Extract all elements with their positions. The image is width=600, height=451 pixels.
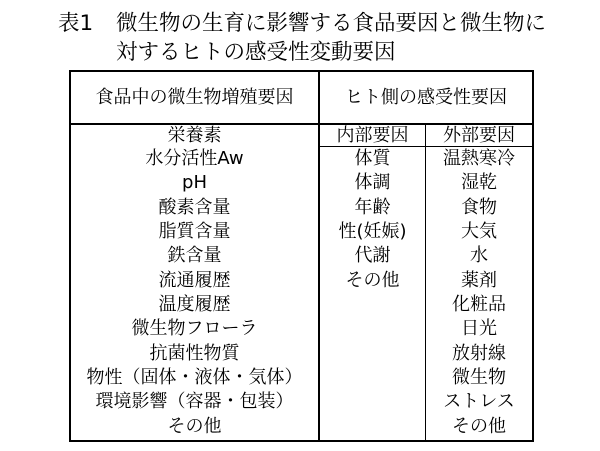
external-factor-item: その他 — [452, 416, 506, 437]
food-factor-item: 酸素含量 — [158, 197, 231, 218]
external-factor-item: 放射線 — [452, 343, 506, 364]
internal-factor-item: その他 — [345, 270, 400, 291]
external-factor-item: 薬剤 — [461, 270, 497, 291]
table-top-border — [69, 70, 534, 72]
internal-factor-item: 年齢 — [354, 197, 391, 218]
caption-text-1: 微生物の生育に影響する食品要因と微生物に — [116, 11, 547, 36]
external-factor-item: 湿乾 — [461, 172, 497, 193]
internal-factor-item: 代謝 — [354, 245, 391, 266]
subheader-external: 外部要因 — [443, 125, 515, 146]
food-factor-item: 環境影響（容器・包装） — [95, 391, 294, 412]
subheader-internal: 内部要因 — [336, 125, 409, 146]
external-factor-item: 微生物 — [452, 367, 506, 388]
internal-factor-item: 体質 — [354, 148, 391, 169]
food-factor-item: 流通履歴 — [158, 270, 231, 291]
food-factor-item: 脂質含量 — [158, 221, 231, 242]
caption-label: 表1 — [58, 11, 94, 36]
external-factor-item: 化粧品 — [452, 294, 506, 315]
food-factor-item: 物性（固体・液体・気体） — [86, 367, 303, 388]
food-factor-item: 栄養素 — [167, 125, 222, 146]
food-factor-item: 水分活性Aw — [145, 148, 244, 169]
header-food-factors: 食品中の微生物増殖要因 — [95, 87, 294, 108]
internal-factor-item: 体調 — [354, 172, 391, 193]
internal-factor-item: 性(妊娠) — [338, 221, 407, 242]
food-factor-item: 抗菌性物質 — [149, 343, 240, 364]
table-bottom-border — [69, 440, 534, 442]
external-factor-item: 大気 — [461, 221, 497, 242]
external-factor-item: 食物 — [461, 197, 497, 218]
caption-line-2: 対するヒトの感受性変動要因 — [116, 40, 396, 65]
external-factor-item: ストレス — [443, 391, 515, 412]
external-factor-item: 水 — [470, 245, 488, 266]
external-factor-item: 日光 — [461, 318, 497, 339]
food-factor-item: pH — [182, 172, 207, 193]
table-right-border — [532, 70, 534, 442]
external-factor-item: 温熱寒冷 — [443, 148, 515, 169]
food-factor-item: 鉄含量 — [167, 245, 222, 266]
food-factor-item: 温度履歴 — [158, 294, 231, 315]
food-factor-item: その他 — [167, 416, 222, 437]
food-factor-item: 微生物フローラ — [131, 318, 258, 339]
header-human-factors: ヒト側の感受性要因 — [345, 87, 507, 108]
